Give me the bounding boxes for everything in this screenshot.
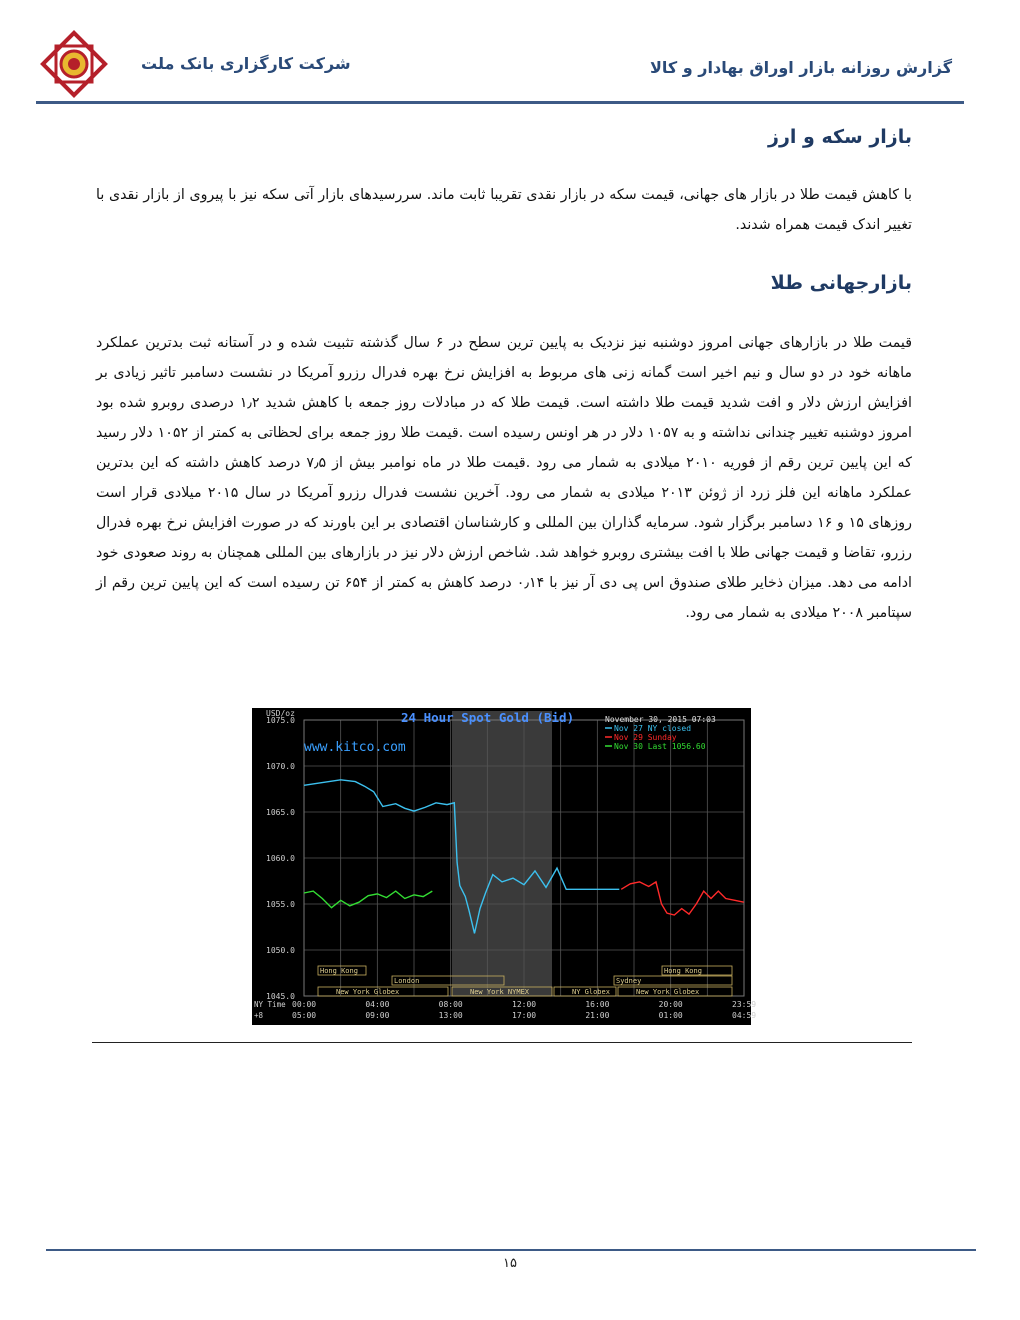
x-tick-label: 08:00 <box>438 1000 463 1009</box>
content-bottom-rule <box>92 1042 912 1043</box>
chart-title: 24 Hour Spot Gold (Bid) <box>401 710 575 725</box>
x-tick-label: 09:00 <box>365 1011 390 1020</box>
chart-svg <box>252 708 757 1025</box>
x-tick-label: 05:00 <box>292 1011 317 1020</box>
y-tick-label: 1075.0 <box>266 716 295 725</box>
x-tick-label: 21:00 <box>585 1011 610 1020</box>
section-title-world-gold: بازارجهانی طلا <box>770 272 912 294</box>
y-tick-label: 1065.0 <box>266 808 295 817</box>
x-tick-label: 04:59 <box>732 1011 757 1020</box>
bank-mellat-logo <box>42 32 106 96</box>
x-tick-label: 13:00 <box>438 1011 463 1020</box>
session-label: Hong Kong <box>320 967 358 975</box>
section-paragraph-world-gold: قیمت طلا در بازارهای جهانی امروز دوشنبه نیز نزدیک به پایین ترین سطح در ۶ سال گذشته تثبیت شده و در آستانه ثبت بدترین عملکرد ماهانه خود در دو سال و نیم اخیر است گمانه زنی های مربوط به افزایش نرخ بهره فدرال رزرو آمریکا در نشست دسامبر تاثیر زیادی بر افزایش ارزش دلار و افت شدید قیمت طلا داشته است. قیمت طلا که در مبادلات روز جمعه با کاهش شدید ۱٫۲ درصدی روبرو شده بود امروز دوشنبه تغییر چندانی نداشته و به ۱۰۵۷ دلار در هر اونس رسیده است .قیمت طلا روز جمعه برای لحظاتی به کمتر از ۱۰۵۲ دلار رسید که این پایین ترین رقم از فوریه ۲۰۱۰ میلادی به شمار می رود .قیمت طلا در ماه نوامبر بیش از ۷٫۵ درصد کاهش داشته که این بدترین عملکرد ماهانه این فلز زرد از ژوئن ۲۰۱۳ میلادی به شمار می رود. آخرین نشست فدرال رزرو آمریکا در سال ۲۰۱۵ میلادی قرار است روزهای ۱۵ و ۱۶ دسامبر برگزار شود. سرمایه گذاران بین المللی و کارشناسان اقتصادی بر این باورند که در صورت افزایش نرخ بهره فدرال رزرو، تقاضا و قیمت جهانی طلا با افت بیشتری روبرو خواهد شد. شاخص ارزش دلار نیز در بازارهای بین المللی همچنان به روند صعودی خود ادامه می دهد. میزان ذخایر طلای صندوق اس پی دی آر نیز با ۰٫۱۴ درصد کاهش به کمتر از ۶۵۴ تن رسیده است که این پایین ترین رقم از سپتامبر ۲۰۰۸ میلادی به شمار می رود. <box>96 335 912 621</box>
chart-timestamp: November 30, 2015 07:03 <box>605 715 716 724</box>
report-title: گزارش روزانه بازار اوراق بهادار و کالا <box>649 58 952 77</box>
x-tick-label: 00:00 <box>292 1000 317 1009</box>
chart-watermark: www.kitco.com <box>304 740 406 755</box>
legend-entry: Nov 30 Last 1056.60 <box>614 742 706 751</box>
x-axis-row-label: +8 <box>254 1011 264 1020</box>
x-tick-label: 23:59 <box>732 1000 757 1009</box>
header-divider <box>36 101 964 104</box>
legend-entry: Nov 29 Sunday <box>614 733 677 742</box>
session-label: New York NYMEX <box>470 988 530 996</box>
x-axis-row-label: NY Time <box>254 1000 286 1009</box>
y-tick-label: 1070.0 <box>266 762 295 771</box>
y-tick-label: 1060.0 <box>266 854 295 863</box>
session-label: Sydney <box>616 977 642 985</box>
page-number: ۱۵ <box>503 1256 517 1271</box>
session-label: New York Globex <box>636 988 700 996</box>
x-tick-label: 12:00 <box>512 1000 537 1009</box>
y-tick-label: 1045.0 <box>266 992 295 1001</box>
y-tick-label: 1050.0 <box>266 946 295 955</box>
legend-entry: Nov 27 NY closed <box>614 724 692 733</box>
section-paragraph-coin-currency: با کاهش قیمت طلا در بازار های جهانی، قیمت سکه در بازار نقدی تقریبا ثابت ماند. سررسیدهای بازار آتی سکه نیز با پیروی از بازار نقدی با تغییر اندک قیمت همراه شدند. <box>96 187 912 233</box>
x-tick-label: 16:00 <box>585 1000 610 1009</box>
y-tick-label: 1055.0 <box>266 900 295 909</box>
y-axis-label: USD/oz <box>266 709 295 718</box>
x-tick-label: 01:00 <box>658 1011 683 1020</box>
footer-divider <box>46 1249 976 1251</box>
session-label: NY Globex <box>572 988 610 996</box>
page-header <box>36 22 964 104</box>
x-tick-label: 04:00 <box>365 1000 390 1009</box>
section-title-coin-currency: بازار سکه و ارز <box>768 126 912 148</box>
market-window-shade <box>452 711 552 996</box>
session-label: Hong Kong <box>664 967 702 975</box>
x-tick-label: 17:00 <box>512 1011 537 1020</box>
x-tick-label: 20:00 <box>658 1000 683 1009</box>
session-label: London <box>394 977 420 985</box>
session-label: New York Globex <box>336 988 400 996</box>
company-name: شرکت کارگزاری بانک ملت <box>141 54 351 73</box>
gold-price-chart <box>252 708 757 1025</box>
